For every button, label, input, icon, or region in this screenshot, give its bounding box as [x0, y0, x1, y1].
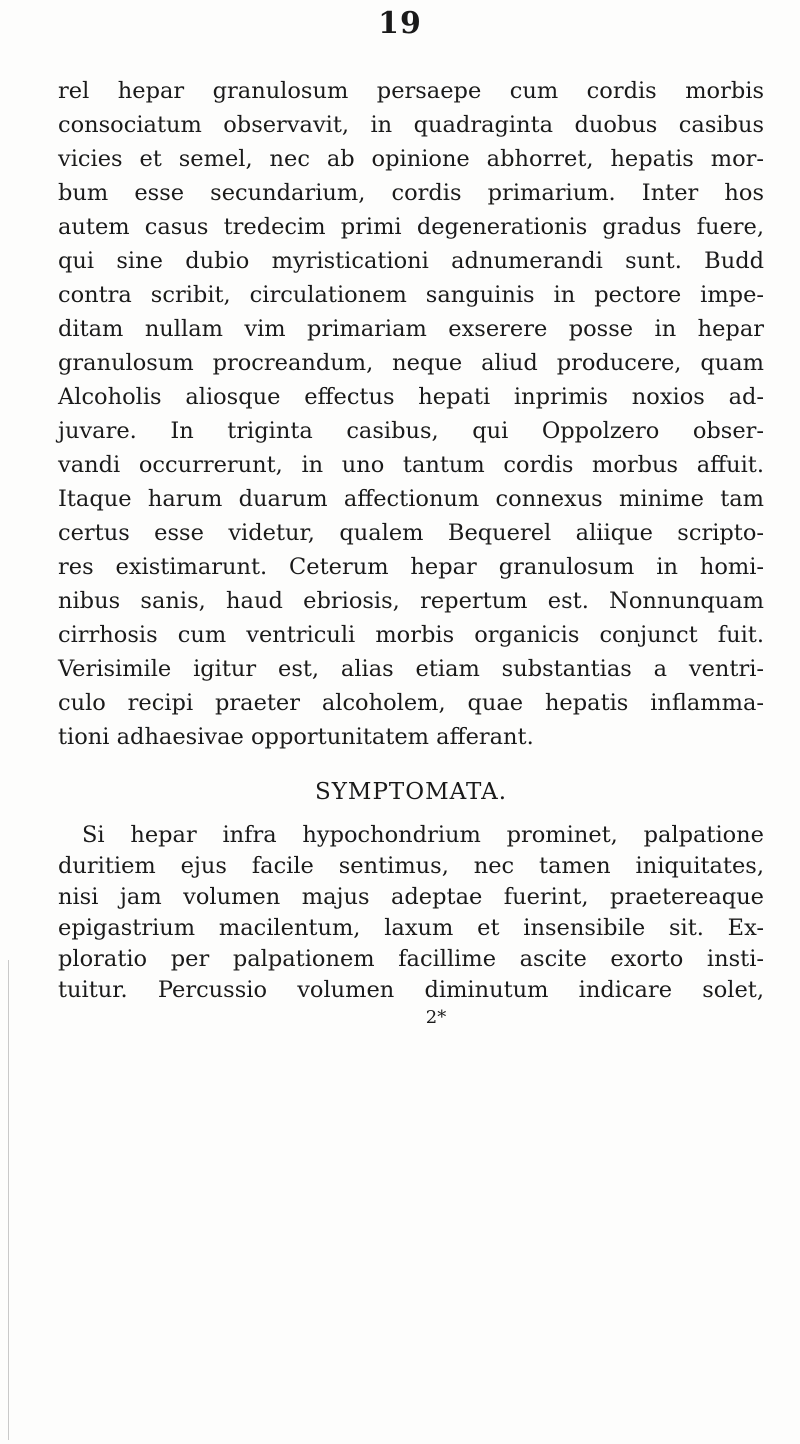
- text-line: granulosum procreandum, neque aliud producere, quam: [58, 350, 764, 376]
- text-line: ploratio per palpationem facillime ascite exorto insti-: [58, 946, 764, 972]
- paragraph-symptoms: [58, 820, 764, 1006]
- text-line: contra scribit, circulationem sanguinis in pectore impe-: [58, 282, 764, 308]
- text-line: nibus sanis, haud ebriosis, repertum est. Nonnunquam: [58, 588, 764, 614]
- text-line: certus esse videtur, qualem Bequerel aliique scripto-: [58, 520, 764, 546]
- text-line: ditam nullam vim primariam exserere posse in hepar: [58, 316, 764, 342]
- text-line: tuitur. Percussio volumen diminutum indicare solet,: [58, 977, 764, 1003]
- text-line: vandi occurrerunt, in uno tantum cordis morbus affuit.: [58, 452, 764, 478]
- section-heading: SYMPTOMATA.: [314, 779, 508, 805]
- text-line: nisi jam volumen majus adeptae fuerint, praetereaque: [58, 884, 764, 910]
- page-body: [58, 74, 764, 1030]
- text-line: vicies et semel, nec ab opinione abhorret, hepatis mor-: [58, 146, 764, 172]
- text-line: culo recipi praeter alcoholem, quae hepatis inflamma-: [58, 690, 764, 716]
- text-line: tioni adhaesivae opportunitatem afferant.: [58, 724, 534, 750]
- text-line: Si hepar infra hypochondrium prominet, palpatione: [82, 822, 764, 848]
- text-line: qui sine dubio myristicationi adnumerandi sunt. Budd: [58, 248, 764, 274]
- page-number: 19: [378, 6, 422, 41]
- text-line: consociatum observavit, in quadraginta duobus casibus: [58, 112, 764, 138]
- text-line: duritiem ejus facile sentimus, nec tamen iniquitates,: [58, 853, 764, 879]
- text-line: Alcoholis aliosque effectus hepati inprimis noxios ad-: [58, 384, 764, 410]
- text-line: cirrhosis cum ventriculi morbis organicis conjunct fuit.: [58, 622, 764, 648]
- signature-mark: 2*: [425, 1007, 447, 1028]
- text-line: Verisimile igitur est, alias etiam substantias a ventri-: [58, 656, 764, 682]
- text-line: autem casus tredecim primi degenerationis gradus fuere,: [58, 214, 764, 240]
- paragraph-etiology: [58, 74, 764, 754]
- text-line: Itaque harum duarum affectionum connexus minime tam: [58, 486, 764, 512]
- gutter-shadow: [8, 960, 9, 1440]
- text-line: rel hepar granulosum persaepe cum cordis morbis: [58, 78, 764, 104]
- text-line: juvare. In triginta casibus, qui Oppolzero obser-: [58, 418, 764, 444]
- text-line: res existimarunt. Ceterum hepar granulosum in homi-: [58, 554, 764, 580]
- text-line: epigastrium macilentum, laxum et insensibile sit. Ex-: [58, 915, 764, 941]
- text-line: bum esse secundarium, cordis primarium. Inter hos: [58, 180, 764, 206]
